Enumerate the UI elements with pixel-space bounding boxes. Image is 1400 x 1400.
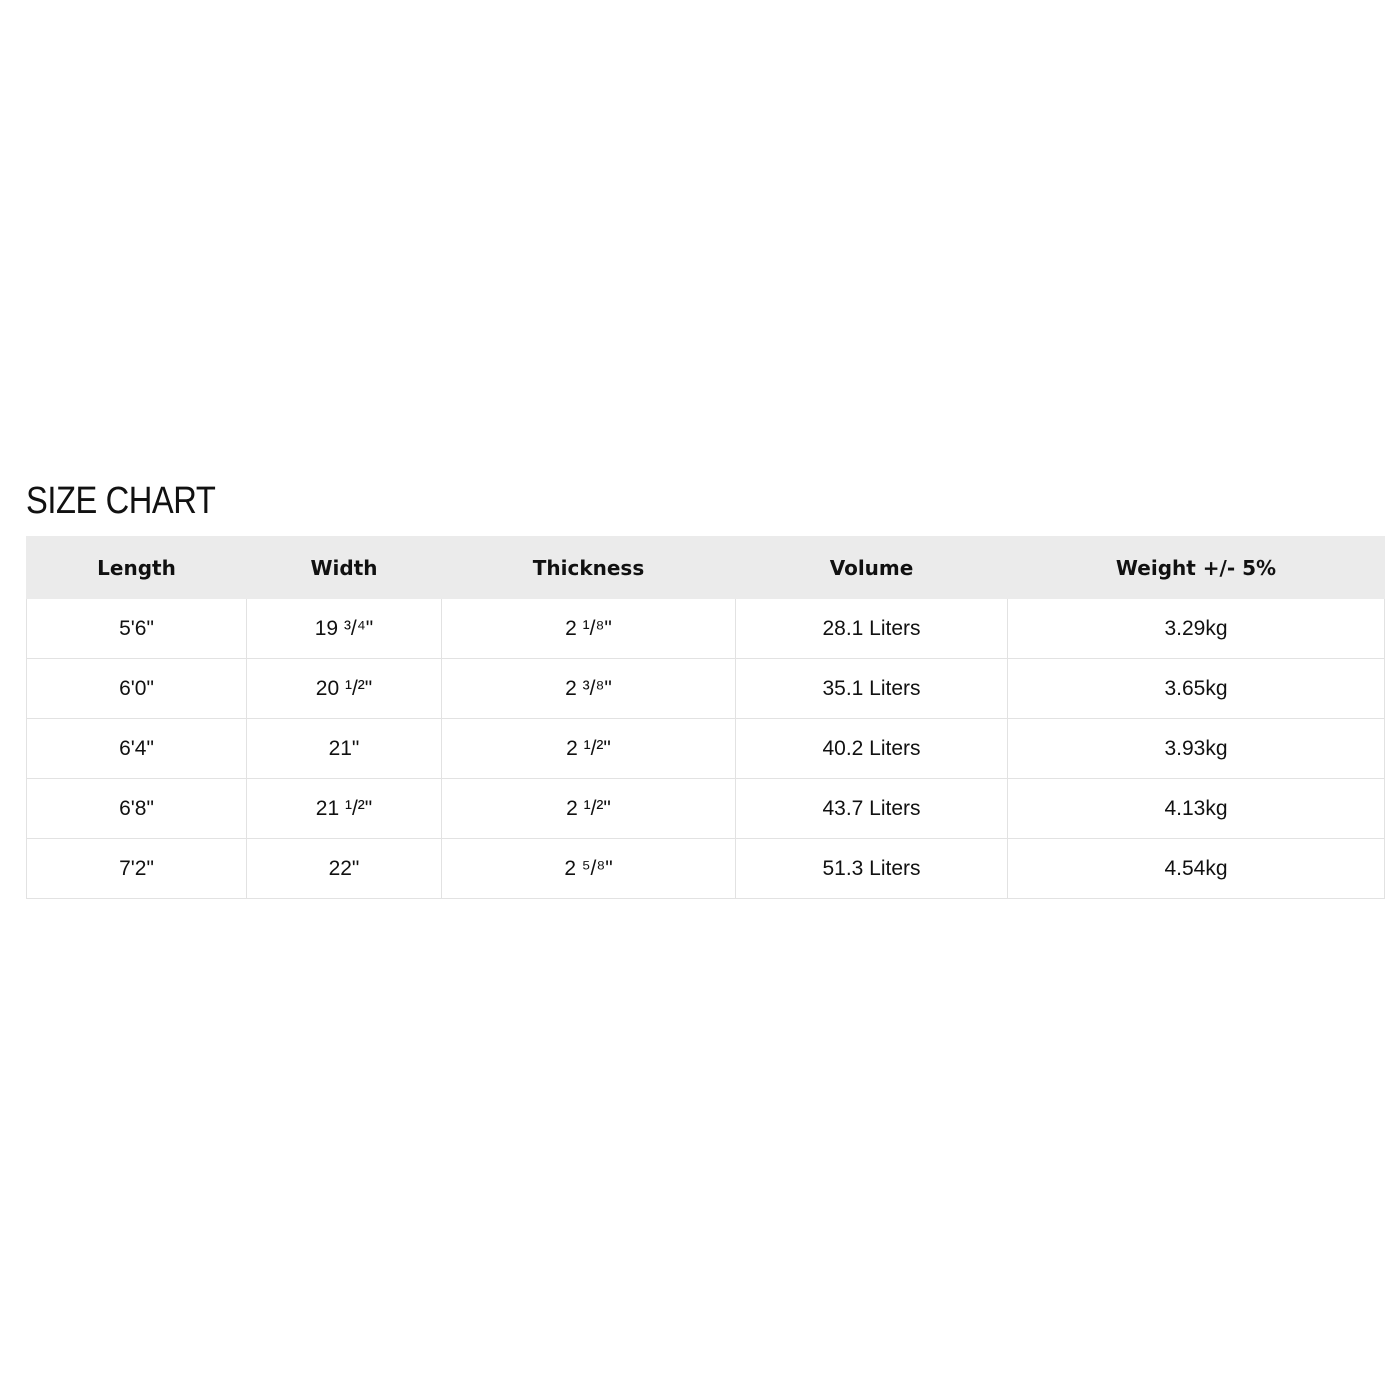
cell-volume: 40.2 Liters xyxy=(736,719,1008,779)
cell-thickness: 2 ¹/²" xyxy=(442,779,736,839)
table-row xyxy=(27,599,1385,659)
header-width: Width xyxy=(247,537,442,599)
table-row xyxy=(27,779,1385,839)
size-chart-table xyxy=(26,536,1385,899)
size-chart-title: SIZE CHART xyxy=(26,480,216,522)
cell-length: 6'4" xyxy=(27,719,247,779)
table-header-row xyxy=(27,537,1385,599)
cell-width: 20 ¹/²" xyxy=(247,659,442,719)
cell-thickness: 2 ¹/⁸" xyxy=(442,599,736,659)
cell-length: 6'8" xyxy=(27,779,247,839)
cell-thickness: 2 ¹/²" xyxy=(442,719,736,779)
cell-length: 6'0" xyxy=(27,659,247,719)
cell-thickness: 2 ³/⁸" xyxy=(442,659,736,719)
cell-volume: 28.1 Liters xyxy=(736,599,1008,659)
cell-weight: 3.29kg xyxy=(1008,599,1385,659)
cell-length: 7'2" xyxy=(27,839,247,899)
table-row xyxy=(27,659,1385,719)
cell-width: 21" xyxy=(247,719,442,779)
cell-weight: 3.65kg xyxy=(1008,659,1385,719)
cell-weight: 3.93kg xyxy=(1008,719,1385,779)
cell-length: 5'6" xyxy=(27,599,247,659)
cell-volume: 35.1 Liters xyxy=(736,659,1008,719)
cell-width: 19 ³/⁴" xyxy=(247,599,442,659)
cell-thickness: 2 ⁵/⁸" xyxy=(442,839,736,899)
table-row xyxy=(27,839,1385,899)
cell-width: 22" xyxy=(247,839,442,899)
size-chart-section xyxy=(26,480,1384,899)
header-length: Length xyxy=(27,537,247,599)
cell-weight: 4.54kg xyxy=(1008,839,1385,899)
cell-volume: 51.3 Liters xyxy=(736,839,1008,899)
cell-width: 21 ¹/²" xyxy=(247,779,442,839)
cell-volume: 43.7 Liters xyxy=(736,779,1008,839)
header-volume: Volume xyxy=(736,537,1008,599)
cell-weight: 4.13kg xyxy=(1008,779,1385,839)
table-row xyxy=(27,719,1385,779)
header-thickness: Thickness xyxy=(442,537,736,599)
header-weight: Weight +/- 5% xyxy=(1008,537,1385,599)
